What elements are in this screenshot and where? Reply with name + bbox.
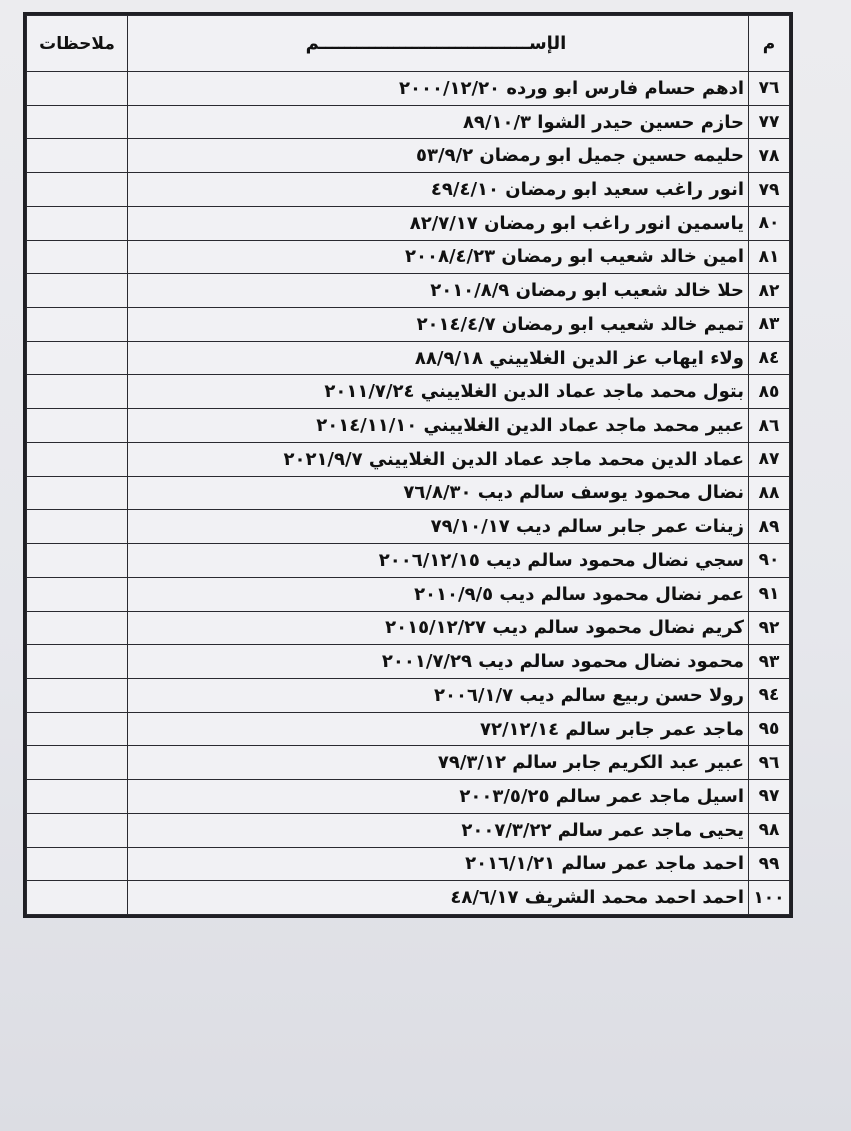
table-row	[27, 746, 790, 780]
row-number: ٨٧	[749, 442, 790, 476]
names-table-frame	[23, 12, 793, 918]
table-row	[27, 847, 790, 881]
row-notes	[27, 780, 128, 814]
row-notes	[27, 375, 128, 409]
row-notes	[27, 510, 128, 544]
table-row	[27, 780, 790, 814]
row-notes	[27, 240, 128, 274]
table-row	[27, 206, 790, 240]
table-row	[27, 645, 790, 679]
row-notes	[27, 678, 128, 712]
row-name: حلا خالد شعيب ابو رمضان ٢٠١٠/٨/٩	[128, 274, 749, 308]
header-name: الإســــــــــــــــــــــــــــــــــم	[128, 16, 749, 72]
row-notes	[27, 746, 128, 780]
row-name: كريم نضال محمود سالم ديب ٢٠١٥/١٢/٢٧	[128, 611, 749, 645]
table-row	[27, 240, 790, 274]
table-row	[27, 341, 790, 375]
row-number: ٨٨	[749, 476, 790, 510]
row-number: ٩٩	[749, 847, 790, 881]
table-row	[27, 308, 790, 342]
row-number: ٩٤	[749, 678, 790, 712]
table-row	[27, 105, 790, 139]
table-row	[27, 476, 790, 510]
row-notes	[27, 847, 128, 881]
row-number: ٧٦	[749, 72, 790, 106]
row-number: ٨١	[749, 240, 790, 274]
row-number: ٩١	[749, 577, 790, 611]
row-notes	[27, 308, 128, 342]
row-notes	[27, 813, 128, 847]
row-name: عماد الدين محمد ماجد عماد الدين الغلاييني ٢٠٢١/٩/٧	[128, 442, 749, 476]
table-row	[27, 712, 790, 746]
row-name: اسيل ماجد عمر سالم ٢٠٠٣/٥/٢٥	[128, 780, 749, 814]
row-number: ٨٢	[749, 274, 790, 308]
row-name: حليمه حسين جميل ابو رمضان ٥٣/٩/٢	[128, 139, 749, 173]
table-row	[27, 409, 790, 443]
row-number: ٩٧	[749, 780, 790, 814]
table-row	[27, 274, 790, 308]
row-name: ادهم حسام فارس ابو ورده ٢٠٠٠/١٢/٢٠	[128, 72, 749, 106]
table-row	[27, 813, 790, 847]
row-number: ٩٥	[749, 712, 790, 746]
table-header-row	[27, 16, 790, 72]
row-number: ٨٣	[749, 308, 790, 342]
row-name: ولاء ايهاب عز الدين الغلاييني ٨٨/٩/١٨	[128, 341, 749, 375]
table-row	[27, 139, 790, 173]
row-name: سجي نضال محمود سالم ديب ٢٠٠٦/١٢/١٥	[128, 544, 749, 578]
row-notes	[27, 712, 128, 746]
row-number: ٩٣	[749, 645, 790, 679]
row-number: ٨٥	[749, 375, 790, 409]
row-name: عبير عبد الكريم جابر سالم ٧٩/٣/١٢	[128, 746, 749, 780]
table-row	[27, 611, 790, 645]
row-number: ٨٠	[749, 206, 790, 240]
table-row	[27, 881, 790, 915]
names-table	[26, 15, 790, 915]
table-row	[27, 544, 790, 578]
row-name: بتول محمد ماجد عماد الدين الغلاييني ٢٠١١/٧/٢٤	[128, 375, 749, 409]
row-name: احمد احمد محمد الشريف ٤٨/٦/١٧	[128, 881, 749, 915]
table-row	[27, 173, 790, 207]
row-number: ٧٩	[749, 173, 790, 207]
row-notes	[27, 442, 128, 476]
row-name: نضال محمود يوسف سالم ديب ٧٦/٨/٣٠	[128, 476, 749, 510]
row-notes	[27, 72, 128, 106]
header-notes: ملاحظات	[27, 16, 128, 72]
row-number: ٩٨	[749, 813, 790, 847]
row-number: ٩٢	[749, 611, 790, 645]
row-notes	[27, 274, 128, 308]
row-notes	[27, 881, 128, 915]
row-name: محمود نضال محمود سالم ديب ٢٠٠١/٧/٢٩	[128, 645, 749, 679]
row-notes	[27, 544, 128, 578]
header-number: م	[749, 16, 790, 72]
row-name: ياسمين انور راغب ابو رمضان ٨٢/٧/١٧	[128, 206, 749, 240]
row-name: حازم حسين حيدر الشوا ٨٩/١٠/٣	[128, 105, 749, 139]
row-number: ٧٨	[749, 139, 790, 173]
row-number: ١٠٠	[749, 881, 790, 915]
row-name: عمر نضال محمود سالم ديب ٢٠١٠/٩/٥	[128, 577, 749, 611]
row-number: ٧٧	[749, 105, 790, 139]
row-number: ٨٦	[749, 409, 790, 443]
row-name: عبير محمد ماجد عماد الدين الغلاييني ٢٠١٤/١١/١٠	[128, 409, 749, 443]
row-notes	[27, 645, 128, 679]
table-body	[27, 72, 790, 915]
row-notes	[27, 173, 128, 207]
row-number: ٩٦	[749, 746, 790, 780]
row-notes	[27, 577, 128, 611]
row-notes	[27, 341, 128, 375]
row-number: ٨٤	[749, 341, 790, 375]
table-row	[27, 72, 790, 106]
row-number: ٨٩	[749, 510, 790, 544]
row-name: يحيى ماجد عمر سالم ٢٠٠٧/٣/٢٢	[128, 813, 749, 847]
row-name: انور راغب سعيد ابو رمضان ٤٩/٤/١٠	[128, 173, 749, 207]
row-number: ٩٠	[749, 544, 790, 578]
table-row	[27, 577, 790, 611]
row-name: رولا حسن ربيع سالم ديب ٢٠٠٦/١/٧	[128, 678, 749, 712]
row-notes	[27, 476, 128, 510]
row-name: امين خالد شعيب ابو رمضان ٢٠٠٨/٤/٢٣	[128, 240, 749, 274]
row-name: ماجد عمر جابر سالم ٧٢/١٢/١٤	[128, 712, 749, 746]
table-row	[27, 442, 790, 476]
row-name: تميم خالد شعيب ابو رمضان ٢٠١٤/٤/٧	[128, 308, 749, 342]
row-notes	[27, 139, 128, 173]
table-row	[27, 678, 790, 712]
row-notes	[27, 206, 128, 240]
row-name: احمد ماجد عمر سالم ٢٠١٦/١/٢١	[128, 847, 749, 881]
row-notes	[27, 611, 128, 645]
row-notes	[27, 105, 128, 139]
row-notes	[27, 409, 128, 443]
row-name: زينات عمر جابر سالم ديب ٧٩/١٠/١٧	[128, 510, 749, 544]
table-row	[27, 510, 790, 544]
table-row	[27, 375, 790, 409]
